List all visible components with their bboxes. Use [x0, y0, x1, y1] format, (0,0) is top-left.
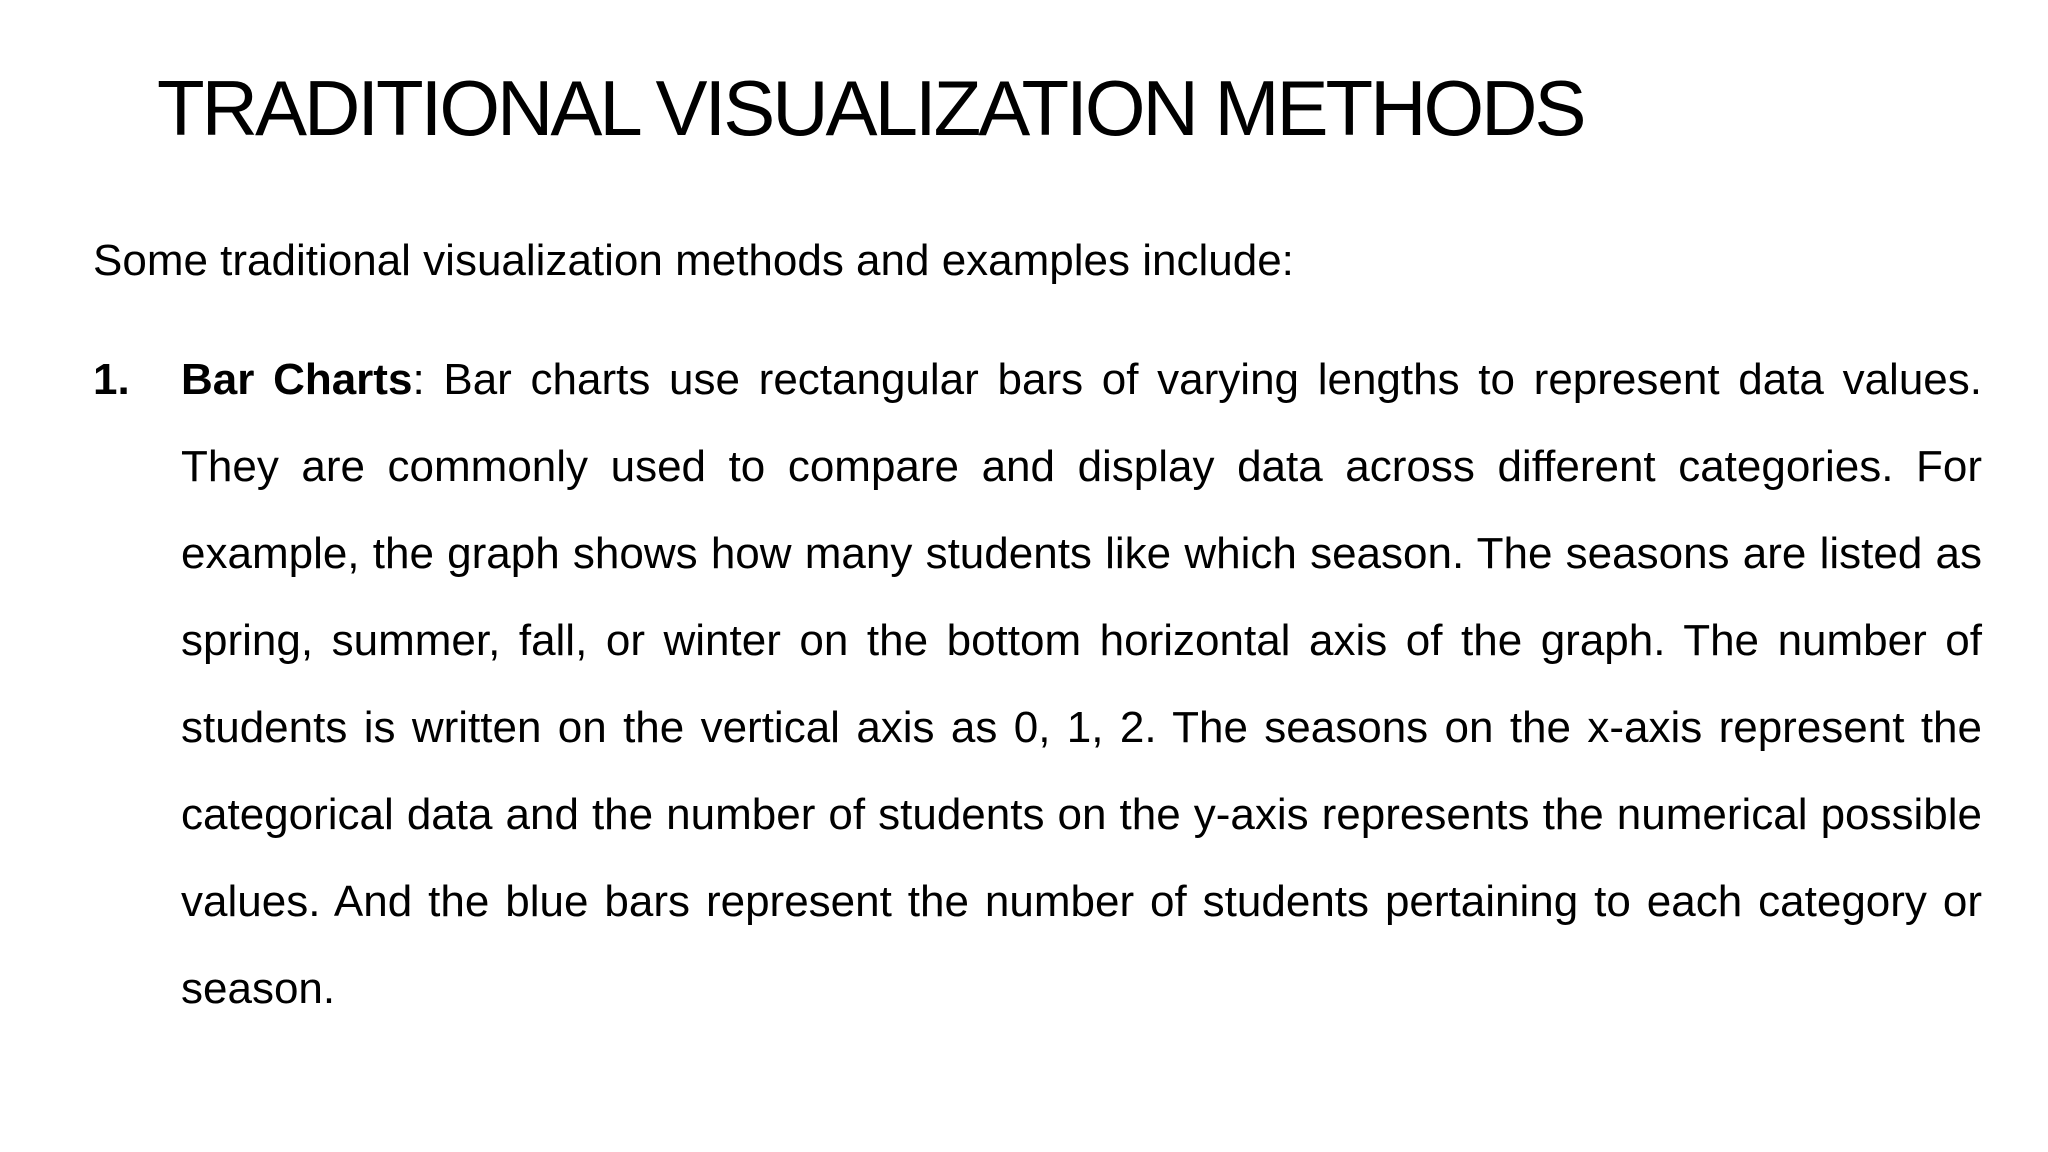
list-item-description: Bar charts use rectangular bars of varying lengths to represent data values. They are commonly used to compare and display data across different categories. For example, the graph shows how many students like which season. The seasons are listed as spring, summer, fall, or winter on the bottom horizontal axis of the graph. The number of students is written on the vertical axis as 0, 1, 2. The seasons on the x-axis represent the categorical data and the number of students on the y-axis represents the numerical possible values. And the blue bars represent the number of students pertaining to each category or season.: [181, 355, 1982, 1013]
slide-title: TRADITIONAL VISUALIZATION METHODS: [157, 64, 1584, 152]
list-item-body: [181, 336, 1982, 1032]
list-item-term: Bar Charts: [181, 355, 413, 404]
list-item-separator: :: [412, 355, 425, 404]
list-item-number: 1.: [93, 355, 130, 404]
intro-text: Some traditional visualization methods and examples include:: [93, 236, 1294, 285]
